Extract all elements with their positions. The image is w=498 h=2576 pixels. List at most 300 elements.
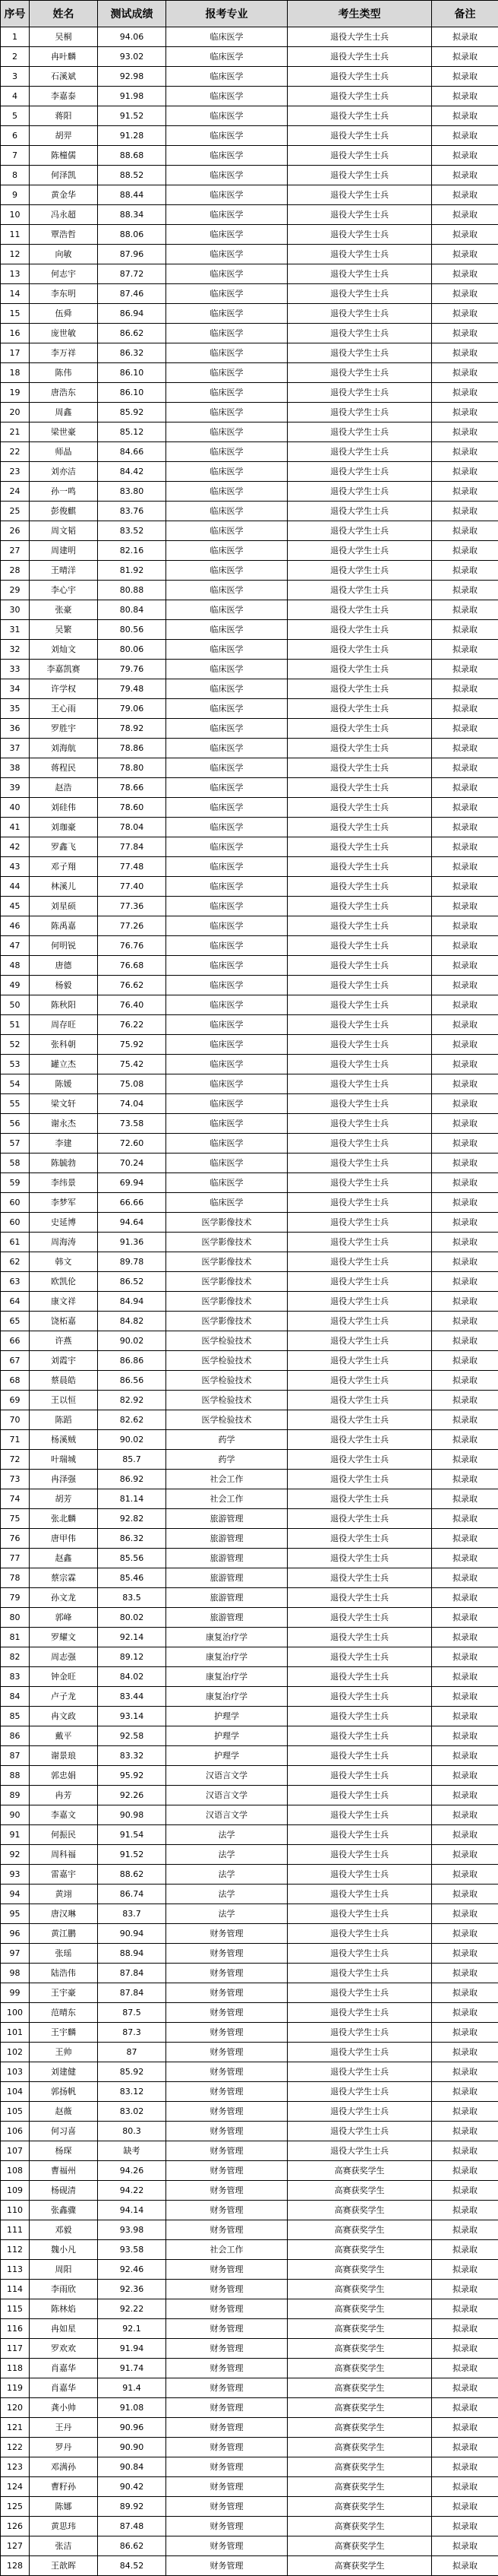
cell-type: 退役大学生士兵 bbox=[288, 798, 432, 818]
cell-type: 退役大学生士兵 bbox=[288, 1924, 432, 1944]
cell-name: 陈伟 bbox=[30, 363, 98, 383]
cell-score: 80.02 bbox=[98, 1608, 166, 1628]
cell-no: 65 bbox=[1, 1312, 30, 1331]
table-row bbox=[1, 1904, 498, 1924]
cell-type: 退役大学生士兵 bbox=[288, 1983, 432, 2003]
cell-name: 陈蹈 bbox=[30, 1410, 98, 1430]
table-row bbox=[1, 324, 498, 343]
cell-name: 刘霞宇 bbox=[30, 1351, 98, 1371]
cell-note: 拟录取 bbox=[432, 2003, 498, 2023]
cell-major: 临床医学 bbox=[166, 936, 288, 956]
cell-no: 42 bbox=[1, 837, 30, 857]
cell-no: 8 bbox=[1, 166, 30, 185]
cell-note: 拟录取 bbox=[432, 2260, 498, 2280]
cell-score: 87.72 bbox=[98, 264, 166, 284]
cell-score: 76.68 bbox=[98, 956, 166, 976]
cell-name: 杨毅 bbox=[30, 976, 98, 995]
cell-note: 拟录取 bbox=[432, 403, 498, 422]
cell-major: 临床医学 bbox=[166, 422, 288, 442]
cell-major: 财务管理 bbox=[166, 2141, 288, 2161]
cell-no: 10 bbox=[1, 205, 30, 225]
cell-name: 冉如星 bbox=[30, 2319, 98, 2339]
cell-type: 退役大学生士兵 bbox=[288, 1549, 432, 1568]
cell-no: 3 bbox=[1, 67, 30, 87]
cell-major: 临床医学 bbox=[166, 67, 288, 87]
cell-name: 何习喜 bbox=[30, 2122, 98, 2141]
cell-score: 91.74 bbox=[98, 2359, 166, 2378]
table-row bbox=[1, 541, 498, 561]
cell-type: 高赛获奖学生 bbox=[288, 2398, 432, 2418]
cell-score: 87.46 bbox=[98, 284, 166, 304]
cell-major: 财务管理 bbox=[166, 2477, 288, 2497]
cell-note: 拟录取 bbox=[432, 1331, 498, 1351]
cell-score: 90.90 bbox=[98, 2438, 166, 2457]
cell-no: 88 bbox=[1, 1766, 30, 1786]
cell-type: 退役大学生士兵 bbox=[288, 2062, 432, 2082]
cell-note: 拟录取 bbox=[432, 383, 498, 403]
cell-note: 拟录取 bbox=[432, 343, 498, 363]
cell-major: 康复治疗学 bbox=[166, 1667, 288, 1687]
cell-name: 陈林焰 bbox=[30, 2299, 98, 2319]
cell-name: 饶柘嘉 bbox=[30, 1312, 98, 1331]
cell-name: 李万祥 bbox=[30, 343, 98, 363]
cell-major: 临床医学 bbox=[166, 916, 288, 936]
cell-major: 临床医学 bbox=[166, 304, 288, 324]
cell-name: 陈娜 bbox=[30, 2497, 98, 2517]
table-row bbox=[1, 2477, 498, 2497]
cell-no: 64 bbox=[1, 1292, 30, 1312]
cell-no: 39 bbox=[1, 778, 30, 798]
table-row bbox=[1, 1588, 498, 1608]
cell-major: 旅游管理 bbox=[166, 1529, 288, 1549]
cell-name: 肖嘉华 bbox=[30, 2359, 98, 2378]
table-row bbox=[1, 1489, 498, 1509]
cell-name: 孙文龙 bbox=[30, 1588, 98, 1608]
cell-major: 法学 bbox=[166, 1825, 288, 1845]
cell-major: 医学检验技术 bbox=[166, 1351, 288, 1371]
cell-note: 拟录取 bbox=[432, 2023, 498, 2043]
cell-score: 72.60 bbox=[98, 1134, 166, 1154]
cell-note: 拟录取 bbox=[432, 2220, 498, 2240]
cell-note: 拟录取 bbox=[432, 1707, 498, 1726]
cell-major: 临床医学 bbox=[166, 1173, 288, 1193]
cell-no: 102 bbox=[1, 2043, 30, 2062]
table-row bbox=[1, 67, 498, 87]
table-row bbox=[1, 2339, 498, 2359]
cell-type: 退役大学生士兵 bbox=[288, 2141, 432, 2161]
cell-type: 退役大学生士兵 bbox=[288, 620, 432, 640]
cell-type: 高赛获奖学生 bbox=[288, 2299, 432, 2319]
table-row bbox=[1, 739, 498, 758]
cell-type: 退役大学生士兵 bbox=[288, 1904, 432, 1924]
cell-type: 退役大学生士兵 bbox=[288, 1193, 432, 1213]
cell-major: 临床医学 bbox=[166, 343, 288, 363]
cell-score: 82.92 bbox=[98, 1391, 166, 1410]
cell-type: 高赛获奖学生 bbox=[288, 2536, 432, 2556]
cell-score: 80.56 bbox=[98, 620, 166, 640]
cell-type: 退役大学生士兵 bbox=[288, 877, 432, 897]
cell-major: 临床医学 bbox=[166, 719, 288, 739]
table-row bbox=[1, 2161, 498, 2181]
cell-note: 拟录取 bbox=[432, 2240, 498, 2260]
cell-score: 78.80 bbox=[98, 758, 166, 778]
cell-no: 83 bbox=[1, 1667, 30, 1687]
cell-major: 社会工作 bbox=[166, 1470, 288, 1489]
cell-type: 高赛获奖学生 bbox=[288, 2220, 432, 2240]
table-row bbox=[1, 758, 498, 778]
cell-no: 114 bbox=[1, 2280, 30, 2299]
cell-type: 退役大学生士兵 bbox=[288, 1845, 432, 1865]
cell-major: 临床医学 bbox=[166, 225, 288, 245]
cell-type: 高赛获奖学生 bbox=[288, 2457, 432, 2477]
cell-name: 张科朝 bbox=[30, 1035, 98, 1055]
table-row bbox=[1, 462, 498, 482]
cell-score: 76.62 bbox=[98, 976, 166, 995]
cell-major: 临床医学 bbox=[166, 1094, 288, 1114]
cell-type: 退役大学生士兵 bbox=[288, 1529, 432, 1549]
cell-type: 退役大学生士兵 bbox=[288, 1805, 432, 1825]
cell-type: 退役大学生士兵 bbox=[288, 284, 432, 304]
cell-no: 99 bbox=[1, 1983, 30, 2003]
cell-no: 18 bbox=[1, 363, 30, 383]
table-row bbox=[1, 995, 498, 1015]
table-row bbox=[1, 264, 498, 284]
table-row bbox=[1, 1470, 498, 1489]
cell-major: 临床医学 bbox=[166, 442, 288, 462]
cell-no: 40 bbox=[1, 798, 30, 818]
table-row bbox=[1, 778, 498, 798]
cell-note: 拟录取 bbox=[432, 304, 498, 324]
cell-major: 医学影像技术 bbox=[166, 1292, 288, 1312]
cell-note: 拟录取 bbox=[432, 27, 498, 47]
cell-no: 89 bbox=[1, 1786, 30, 1805]
cell-type: 退役大学生士兵 bbox=[288, 679, 432, 699]
cell-name: 谢永杰 bbox=[30, 1114, 98, 1134]
cell-name: 覃浩哲 bbox=[30, 225, 98, 245]
cell-name: 王以恒 bbox=[30, 1391, 98, 1410]
table-row bbox=[1, 2438, 498, 2457]
table-row bbox=[1, 581, 498, 600]
cell-type: 退役大学生士兵 bbox=[288, 482, 432, 502]
cell-type: 退役大学生士兵 bbox=[288, 442, 432, 462]
cell-note: 拟录取 bbox=[432, 1628, 498, 1647]
cell-type: 退役大学生士兵 bbox=[288, 2122, 432, 2141]
cell-major: 临床医学 bbox=[166, 1035, 288, 1055]
cell-no: 93 bbox=[1, 1865, 30, 1885]
cell-note: 拟录取 bbox=[432, 1272, 498, 1292]
table-row bbox=[1, 304, 498, 324]
table-row bbox=[1, 1450, 498, 1470]
table-header bbox=[1, 1, 498, 27]
cell-major: 临床医学 bbox=[166, 739, 288, 758]
table-row bbox=[1, 640, 498, 660]
cell-score: 89.92 bbox=[98, 2497, 166, 2517]
table-row bbox=[1, 2043, 498, 2062]
cell-type: 退役大学生士兵 bbox=[288, 1825, 432, 1845]
cell-score: 84.02 bbox=[98, 1667, 166, 1687]
cell-major: 临床医学 bbox=[166, 581, 288, 600]
cell-major: 康复治疗学 bbox=[166, 1687, 288, 1707]
table-row bbox=[1, 1746, 498, 1766]
cell-name: 卢子龙 bbox=[30, 1687, 98, 1707]
cell-no: 53 bbox=[1, 1055, 30, 1074]
table-row bbox=[1, 2023, 498, 2043]
cell-major: 护理学 bbox=[166, 1746, 288, 1766]
cell-type: 退役大学生士兵 bbox=[288, 1272, 432, 1292]
cell-no: 104 bbox=[1, 2082, 30, 2102]
cell-note: 拟录取 bbox=[432, 2319, 498, 2339]
cell-no: 86 bbox=[1, 1726, 30, 1746]
cell-type: 退役大学生士兵 bbox=[288, 27, 432, 47]
cell-type: 高赛获奖学生 bbox=[288, 2161, 432, 2181]
cell-note: 拟录取 bbox=[432, 264, 498, 284]
table-row bbox=[1, 1726, 498, 1746]
cell-score: 78.04 bbox=[98, 818, 166, 837]
cell-type: 退役大学生士兵 bbox=[288, 343, 432, 363]
table-row bbox=[1, 897, 498, 916]
cell-score: 80.88 bbox=[98, 581, 166, 600]
cell-type: 退役大学生士兵 bbox=[288, 837, 432, 857]
cell-name: 邓满孙 bbox=[30, 2457, 98, 2477]
cell-note: 拟录取 bbox=[432, 640, 498, 660]
table-row bbox=[1, 1687, 498, 1707]
cell-type: 退役大学生士兵 bbox=[288, 67, 432, 87]
cell-major: 医学检验技术 bbox=[166, 1331, 288, 1351]
cell-name: 张洁 bbox=[30, 2536, 98, 2556]
cell-no: 84 bbox=[1, 1687, 30, 1707]
table-row bbox=[1, 383, 498, 403]
cell-type: 退役大学生士兵 bbox=[288, 422, 432, 442]
cell-no: 59 bbox=[1, 1173, 30, 1193]
table-row bbox=[1, 976, 498, 995]
cell-note: 拟录取 bbox=[432, 1687, 498, 1707]
cell-type: 高赛获奖学生 bbox=[288, 2359, 432, 2378]
table-row bbox=[1, 1272, 498, 1292]
cell-major: 财务管理 bbox=[166, 2438, 288, 2457]
cell-name: 杨溪贼 bbox=[30, 1430, 98, 1450]
cell-type: 退役大学生士兵 bbox=[288, 1094, 432, 1114]
cell-note: 拟录取 bbox=[432, 1173, 498, 1193]
cell-type: 高赛获奖学生 bbox=[288, 2260, 432, 2280]
cell-note: 拟录取 bbox=[432, 1312, 498, 1331]
cell-major: 临床医学 bbox=[166, 27, 288, 47]
cell-name: 欧凯伦 bbox=[30, 1272, 98, 1292]
cell-name: 庞世敏 bbox=[30, 324, 98, 343]
table-row bbox=[1, 1371, 498, 1391]
cell-name: 林溪儿 bbox=[30, 877, 98, 897]
cell-name: 李梦军 bbox=[30, 1193, 98, 1213]
cell-score: 81.92 bbox=[98, 561, 166, 581]
cell-score: 91.4 bbox=[98, 2378, 166, 2398]
table-row bbox=[1, 561, 498, 581]
cell-no: 13 bbox=[1, 264, 30, 284]
cell-score: 80.06 bbox=[98, 640, 166, 660]
cell-note: 拟录取 bbox=[432, 2043, 498, 2062]
cell-no: 9 bbox=[1, 185, 30, 205]
table-row bbox=[1, 2122, 498, 2141]
cell-score: 90.96 bbox=[98, 2418, 166, 2438]
table-row bbox=[1, 1924, 498, 1944]
cell-score: 76.22 bbox=[98, 1015, 166, 1035]
cell-score: 85.56 bbox=[98, 1549, 166, 1568]
cell-score: 88.44 bbox=[98, 185, 166, 205]
cell-no: 36 bbox=[1, 719, 30, 739]
cell-major: 护理学 bbox=[166, 1726, 288, 1746]
cell-note: 拟录取 bbox=[432, 1667, 498, 1687]
cell-type: 高赛获奖学生 bbox=[288, 2477, 432, 2497]
cell-score: 92.14 bbox=[98, 1628, 166, 1647]
cell-name: 王宇麟 bbox=[30, 2023, 98, 2043]
cell-type: 退役大学生士兵 bbox=[288, 1292, 432, 1312]
table-row bbox=[1, 1568, 498, 1588]
cell-no: 20 bbox=[1, 403, 30, 422]
cell-major: 康复治疗学 bbox=[166, 1628, 288, 1647]
cell-note: 拟录取 bbox=[432, 2161, 498, 2181]
cell-type: 退役大学生士兵 bbox=[288, 995, 432, 1015]
cell-name: 冉芳 bbox=[30, 1786, 98, 1805]
cell-name: 李嘉泰 bbox=[30, 87, 98, 106]
cell-no: 73 bbox=[1, 1470, 30, 1489]
cell-type: 退役大学生士兵 bbox=[288, 1233, 432, 1252]
cell-major: 临床医学 bbox=[166, 699, 288, 719]
cell-note: 拟录取 bbox=[432, 2378, 498, 2398]
cell-no: 72 bbox=[1, 1450, 30, 1470]
cell-type: 退役大学生士兵 bbox=[288, 699, 432, 719]
table-row bbox=[1, 1944, 498, 1964]
cell-type: 退役大学生士兵 bbox=[288, 126, 432, 146]
cell-note: 拟录取 bbox=[432, 324, 498, 343]
cell-name: 郭峰 bbox=[30, 1608, 98, 1628]
cell-score: 73.58 bbox=[98, 1114, 166, 1134]
table-row bbox=[1, 2082, 498, 2102]
cell-major: 临床医学 bbox=[166, 660, 288, 679]
cell-major: 医学检验技术 bbox=[166, 1391, 288, 1410]
cell-major: 汉语言文学 bbox=[166, 1805, 288, 1825]
cell-major: 医学影像技术 bbox=[166, 1233, 288, 1252]
cell-name: 许学权 bbox=[30, 679, 98, 699]
table-row bbox=[1, 2517, 498, 2536]
cell-note: 拟录取 bbox=[432, 679, 498, 699]
cell-score: 81.14 bbox=[98, 1489, 166, 1509]
table-row bbox=[1, 2319, 498, 2339]
cell-score: 85.7 bbox=[98, 1450, 166, 1470]
cell-score: 94.06 bbox=[98, 27, 166, 47]
cell-major: 临床医学 bbox=[166, 857, 288, 877]
cell-major: 财务管理 bbox=[166, 2556, 288, 2576]
table-row bbox=[1, 2062, 498, 2082]
cell-name: 陈媛 bbox=[30, 1074, 98, 1094]
cell-no: 81 bbox=[1, 1628, 30, 1647]
cell-no: 103 bbox=[1, 2062, 30, 2082]
cell-no: 49 bbox=[1, 976, 30, 995]
cell-type: 退役大学生士兵 bbox=[288, 640, 432, 660]
cell-note: 拟录取 bbox=[432, 660, 498, 679]
cell-major: 临床医学 bbox=[166, 264, 288, 284]
cell-score: 91.08 bbox=[98, 2398, 166, 2418]
cell-name: 黄思玮 bbox=[30, 2517, 98, 2536]
header-score: 测试成绩 bbox=[98, 1, 166, 27]
cell-type: 退役大学生士兵 bbox=[288, 778, 432, 798]
cell-note: 拟录取 bbox=[432, 2477, 498, 2497]
cell-name: 冯永超 bbox=[30, 205, 98, 225]
table-row bbox=[1, 1292, 498, 1312]
cell-score: 79.48 bbox=[98, 679, 166, 699]
cell-name: 肖嘉华 bbox=[30, 2378, 98, 2398]
cell-type: 退役大学生士兵 bbox=[288, 304, 432, 324]
cell-score: 66.66 bbox=[98, 1193, 166, 1213]
cell-name: 李雨欣 bbox=[30, 2280, 98, 2299]
cell-type: 退役大学生士兵 bbox=[288, 1371, 432, 1391]
table-row bbox=[1, 1035, 498, 1055]
cell-no: 45 bbox=[1, 897, 30, 916]
cell-type: 退役大学生士兵 bbox=[288, 1312, 432, 1331]
cell-name: 钟金旺 bbox=[30, 1667, 98, 1687]
cell-no: 27 bbox=[1, 541, 30, 561]
cell-no: 16 bbox=[1, 324, 30, 343]
cell-score: 83.32 bbox=[98, 1746, 166, 1766]
cell-name: 曹籽孙 bbox=[30, 2477, 98, 2497]
cell-no: 61 bbox=[1, 1233, 30, 1252]
cell-score: 79.06 bbox=[98, 699, 166, 719]
cell-type: 退役大学生士兵 bbox=[288, 581, 432, 600]
cell-note: 拟录取 bbox=[432, 1410, 498, 1430]
cell-no: 23 bbox=[1, 462, 30, 482]
cell-major: 临床医学 bbox=[166, 1114, 288, 1134]
cell-no: 126 bbox=[1, 2517, 30, 2536]
table-row bbox=[1, 936, 498, 956]
cell-name: 彭俊麒 bbox=[30, 502, 98, 521]
cell-note: 拟录取 bbox=[432, 47, 498, 67]
cell-no: 124 bbox=[1, 2477, 30, 2497]
cell-no: 122 bbox=[1, 2438, 30, 2457]
cell-note: 拟录取 bbox=[432, 818, 498, 837]
cell-name: 罐立杰 bbox=[30, 1055, 98, 1074]
cell-score: 93.02 bbox=[98, 47, 166, 67]
cell-major: 临床医学 bbox=[166, 818, 288, 837]
table-row bbox=[1, 521, 498, 541]
cell-major: 医学影像技术 bbox=[166, 1213, 288, 1233]
cell-score: 83.52 bbox=[98, 521, 166, 541]
cell-type: 退役大学生士兵 bbox=[288, 1726, 432, 1746]
cell-no: 50 bbox=[1, 995, 30, 1015]
cell-note: 拟录取 bbox=[432, 1074, 498, 1094]
header-name: 姓名 bbox=[30, 1, 98, 27]
cell-type: 退役大学生士兵 bbox=[288, 1885, 432, 1904]
cell-major: 财务管理 bbox=[166, 2280, 288, 2299]
cell-name: 何明锐 bbox=[30, 936, 98, 956]
cell-no: 95 bbox=[1, 1904, 30, 1924]
cell-name: 周阳 bbox=[30, 2260, 98, 2280]
cell-score: 87.3 bbox=[98, 2023, 166, 2043]
cell-type: 退役大学生士兵 bbox=[288, 758, 432, 778]
cell-name: 李东明 bbox=[30, 284, 98, 304]
cell-no: 116 bbox=[1, 2319, 30, 2339]
cell-note: 拟录取 bbox=[432, 1983, 498, 2003]
cell-name: 刘灿文 bbox=[30, 640, 98, 660]
cell-name: 黄翊 bbox=[30, 1885, 98, 1904]
cell-note: 拟录取 bbox=[432, 758, 498, 778]
cell-score: 87.48 bbox=[98, 2517, 166, 2536]
cell-type: 退役大学生士兵 bbox=[288, 146, 432, 166]
cell-type: 退役大学生士兵 bbox=[288, 1647, 432, 1667]
cell-no: 105 bbox=[1, 2102, 30, 2122]
cell-note: 拟录取 bbox=[432, 146, 498, 166]
cell-major: 财务管理 bbox=[166, 2359, 288, 2378]
table-row bbox=[1, 916, 498, 936]
cell-type: 高赛获奖学生 bbox=[288, 2181, 432, 2201]
cell-name: 石溪斌 bbox=[30, 67, 98, 87]
cell-no: 117 bbox=[1, 2339, 30, 2359]
